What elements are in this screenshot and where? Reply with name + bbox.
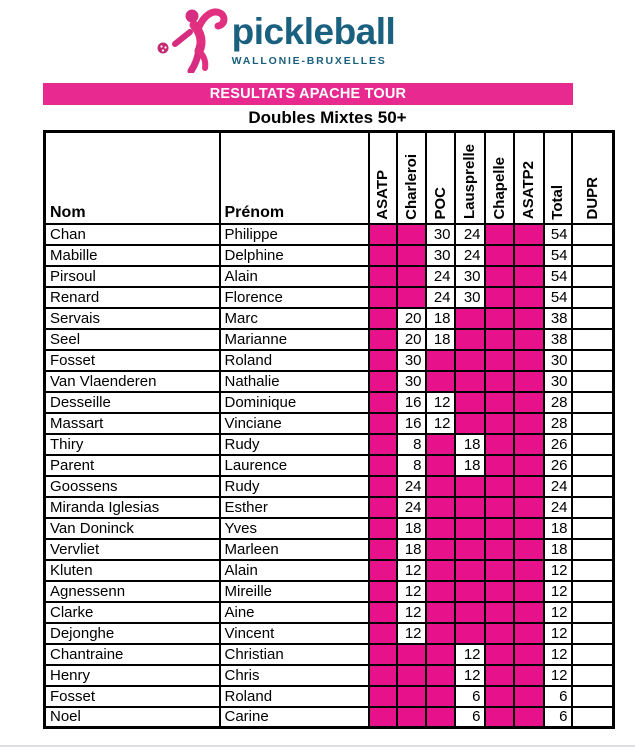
- cell-score-empty: [514, 392, 544, 413]
- column-header-asatp2: ASATP2: [514, 132, 544, 224]
- cell-dupr: [572, 287, 614, 308]
- cell-score: 12: [455, 644, 485, 665]
- cell-prenom: Rudy: [220, 434, 369, 455]
- cell-score: 12: [397, 623, 426, 644]
- cell-score-empty: [455, 476, 485, 497]
- cell-score: 18: [397, 539, 426, 560]
- cell-prenom: Nathalie: [220, 371, 369, 392]
- cell-score: 12: [426, 413, 455, 434]
- cell-total: 38: [544, 308, 572, 329]
- cell-score-empty: [369, 497, 397, 518]
- cell-score-empty: [514, 266, 544, 287]
- table-row: [45, 497, 614, 518]
- cell-nom: Van Doninck: [45, 518, 220, 539]
- cell-score-empty: [485, 245, 514, 266]
- cell-nom: Noel: [45, 707, 220, 728]
- table-row: [45, 686, 614, 707]
- cell-score-empty: [514, 560, 544, 581]
- cell-score-empty: [514, 308, 544, 329]
- table-row: [45, 308, 614, 329]
- cell-score-empty: [369, 413, 397, 434]
- cell-score-empty: [485, 287, 514, 308]
- cell-score-empty: [369, 329, 397, 350]
- cell-dupr: [572, 413, 614, 434]
- cell-score-empty: [485, 308, 514, 329]
- cell-score-empty: [485, 371, 514, 392]
- cell-score-empty: [426, 644, 455, 665]
- cell-nom: Parent: [45, 455, 220, 476]
- cell-dupr: [572, 245, 614, 266]
- cell-prenom: Christian: [220, 644, 369, 665]
- table-row: [45, 329, 614, 350]
- cell-score-empty: [514, 455, 544, 476]
- cell-total: 24: [544, 476, 572, 497]
- cell-total: 18: [544, 518, 572, 539]
- cell-dupr: [572, 581, 614, 602]
- cell-prenom: Marianne: [220, 329, 369, 350]
- cell-dupr: [572, 644, 614, 665]
- cell-score-empty: [369, 245, 397, 266]
- cell-score-empty: [397, 245, 426, 266]
- cell-score-empty: [514, 371, 544, 392]
- cell-score-empty: [426, 623, 455, 644]
- cell-total: 6: [544, 707, 572, 728]
- logo: [0, 0, 545, 73]
- cell-total: 54: [544, 287, 572, 308]
- cell-prenom: Rudy: [220, 476, 369, 497]
- cell-score-empty: [426, 497, 455, 518]
- cell-prenom: Laurence: [220, 455, 369, 476]
- cell-score-empty: [369, 560, 397, 581]
- cell-dupr: [572, 308, 614, 329]
- cell-score-empty: [514, 686, 544, 707]
- column-header-total: Total: [544, 132, 572, 224]
- cell-dupr: [572, 518, 614, 539]
- cell-total: 12: [544, 665, 572, 686]
- cell-score-empty: [485, 539, 514, 560]
- cell-nom: Mabille: [45, 245, 220, 266]
- cell-score: 6: [455, 707, 485, 728]
- cell-dupr: [572, 350, 614, 371]
- cell-score-empty: [397, 665, 426, 686]
- cell-score-empty: [514, 287, 544, 308]
- cell-score-empty: [514, 518, 544, 539]
- cell-nom: Renard: [45, 287, 220, 308]
- cell-score-empty: [369, 686, 397, 707]
- table-row: [45, 413, 614, 434]
- cell-score-empty: [369, 644, 397, 665]
- cell-score-empty: [426, 518, 455, 539]
- cell-score: 30: [455, 287, 485, 308]
- cell-score-empty: [369, 581, 397, 602]
- cell-score-empty: [397, 686, 426, 707]
- cell-score: 18: [455, 455, 485, 476]
- table-row: [45, 287, 614, 308]
- cell-total: 28: [544, 413, 572, 434]
- cell-prenom: Delphine: [220, 245, 369, 266]
- cell-total: 54: [544, 266, 572, 287]
- cell-prenom: Roland: [220, 686, 369, 707]
- cell-score-empty: [455, 497, 485, 518]
- cell-score: 24: [426, 266, 455, 287]
- cell-score-empty: [369, 392, 397, 413]
- cell-score-empty: [397, 266, 426, 287]
- table-row: [45, 560, 614, 581]
- cell-score: 6: [455, 686, 485, 707]
- cell-score-empty: [485, 707, 514, 728]
- cell-prenom: Esther: [220, 497, 369, 518]
- cell-dupr: [572, 539, 614, 560]
- cell-score: 16: [397, 413, 426, 434]
- cell-prenom: Carine: [220, 707, 369, 728]
- cell-score-empty: [455, 518, 485, 539]
- table-row: [45, 434, 614, 455]
- cell-score-empty: [485, 392, 514, 413]
- cell-total: 28: [544, 392, 572, 413]
- page-title: Doubles Mixtes 50+: [248, 108, 407, 127]
- cell-score-empty: [485, 350, 514, 371]
- table-row: [45, 476, 614, 497]
- table-row: [45, 371, 614, 392]
- cell-prenom: Chris: [220, 665, 369, 686]
- cell-prenom: Aine: [220, 602, 369, 623]
- cell-score-empty: [397, 224, 426, 245]
- table-row: [45, 602, 614, 623]
- cell-score: 12: [397, 602, 426, 623]
- cell-score-empty: [369, 287, 397, 308]
- cell-total: 26: [544, 455, 572, 476]
- cell-score: 12: [426, 392, 455, 413]
- cell-dupr: [572, 224, 614, 245]
- cell-score-empty: [426, 602, 455, 623]
- results-table: [43, 130, 615, 729]
- cell-score-empty: [485, 455, 514, 476]
- cell-total: 12: [544, 560, 572, 581]
- cell-dupr: [572, 329, 614, 350]
- cell-score-empty: [426, 581, 455, 602]
- cell-nom: Chantraine: [45, 644, 220, 665]
- cell-nom: Massart: [45, 413, 220, 434]
- cell-score: 30: [455, 266, 485, 287]
- cell-score: 8: [397, 455, 426, 476]
- cell-total: 38: [544, 329, 572, 350]
- cell-score-empty: [514, 539, 544, 560]
- cell-score-empty: [514, 476, 544, 497]
- cell-score-empty: [369, 602, 397, 623]
- cell-nom: Henry: [45, 665, 220, 686]
- cell-total: 18: [544, 539, 572, 560]
- cell-dupr: [572, 686, 614, 707]
- cell-score: 24: [455, 245, 485, 266]
- cell-score: 30: [426, 224, 455, 245]
- cell-score-empty: [514, 434, 544, 455]
- cell-score-empty: [369, 539, 397, 560]
- cell-score-empty: [485, 413, 514, 434]
- cell-nom: Clarke: [45, 602, 220, 623]
- cell-score-empty: [485, 224, 514, 245]
- cell-dupr: [572, 476, 614, 497]
- cell-score-empty: [514, 224, 544, 245]
- cell-prenom: Philippe: [220, 224, 369, 245]
- cell-nom: Vervliet: [45, 539, 220, 560]
- cell-dupr: [572, 602, 614, 623]
- cell-score-empty: [369, 350, 397, 371]
- cell-score-empty: [369, 308, 397, 329]
- cell-score-empty: [369, 224, 397, 245]
- cell-total: 12: [544, 581, 572, 602]
- cell-score: 20: [397, 329, 426, 350]
- cell-nom: Thiry: [45, 434, 220, 455]
- cell-nom: Fosset: [45, 686, 220, 707]
- cell-score-empty: [426, 707, 455, 728]
- cell-score-empty: [485, 497, 514, 518]
- cell-score: 24: [426, 287, 455, 308]
- cell-nom: Agnessenn: [45, 581, 220, 602]
- cell-score-empty: [455, 308, 485, 329]
- cell-score: 18: [455, 434, 485, 455]
- cell-score-empty: [514, 413, 544, 434]
- cell-score-empty: [426, 539, 455, 560]
- cell-score-empty: [369, 434, 397, 455]
- cell-dupr: [572, 455, 614, 476]
- cell-nom: Servais: [45, 308, 220, 329]
- cell-score: 12: [455, 665, 485, 686]
- cell-dupr: [572, 266, 614, 287]
- cell-prenom: Mireille: [220, 581, 369, 602]
- table-row: [45, 539, 614, 560]
- cell-score-empty: [485, 476, 514, 497]
- cell-score-empty: [485, 644, 514, 665]
- cell-score: 18: [426, 308, 455, 329]
- cell-score-empty: [485, 623, 514, 644]
- cell-dupr: [572, 560, 614, 581]
- table-row: [45, 350, 614, 371]
- column-header-dupr: DUPR: [572, 132, 614, 224]
- cell-score: 20: [397, 308, 426, 329]
- table-row: [45, 665, 614, 686]
- cell-score-empty: [485, 581, 514, 602]
- table-row: [45, 518, 614, 539]
- column-header-poc: POC: [426, 132, 455, 224]
- cell-score-empty: [485, 266, 514, 287]
- column-header-nom: Nom: [45, 132, 220, 224]
- cell-score: 12: [397, 581, 426, 602]
- cell-score-empty: [485, 665, 514, 686]
- cell-score-empty: [369, 707, 397, 728]
- cell-score-empty: [455, 560, 485, 581]
- cell-nom: Pirsoul: [45, 266, 220, 287]
- cell-score-empty: [455, 392, 485, 413]
- cell-score-empty: [455, 413, 485, 434]
- table-row: [45, 623, 614, 644]
- cell-total: 12: [544, 623, 572, 644]
- cell-score-empty: [455, 350, 485, 371]
- cell-total: 6: [544, 686, 572, 707]
- table-row: [45, 581, 614, 602]
- cell-score-empty: [397, 287, 426, 308]
- cell-dupr: [572, 434, 614, 455]
- cell-prenom: Marleen: [220, 539, 369, 560]
- cell-nom: Seel: [45, 329, 220, 350]
- cell-score: 30: [426, 245, 455, 266]
- cell-score-empty: [369, 623, 397, 644]
- cell-score-empty: [485, 518, 514, 539]
- cell-score-empty: [514, 707, 544, 728]
- cell-nom: Dejonghe: [45, 623, 220, 644]
- cell-score-empty: [514, 581, 544, 602]
- cell-prenom: Roland: [220, 350, 369, 371]
- cell-score-empty: [426, 455, 455, 476]
- cell-score-empty: [369, 518, 397, 539]
- cell-prenom: Marc: [220, 308, 369, 329]
- cell-total: 24: [544, 497, 572, 518]
- cell-nom: Chan: [45, 224, 220, 245]
- table-row: [45, 245, 614, 266]
- cell-score-empty: [455, 329, 485, 350]
- cell-score: 16: [397, 392, 426, 413]
- cell-score-empty: [426, 665, 455, 686]
- cell-score-empty: [426, 686, 455, 707]
- cell-score-empty: [514, 623, 544, 644]
- cell-nom: Miranda Iglesias: [45, 497, 220, 518]
- cell-score-empty: [426, 350, 455, 371]
- table-row: [45, 224, 614, 245]
- cell-score-empty: [485, 602, 514, 623]
- cell-score-empty: [485, 560, 514, 581]
- cell-dupr: [572, 707, 614, 728]
- header-row: [45, 132, 614, 224]
- cell-score: 18: [397, 518, 426, 539]
- column-header-charleroi: Charleroi: [397, 132, 426, 224]
- cell-score-empty: [514, 644, 544, 665]
- cell-score: 24: [397, 497, 426, 518]
- column-header-chapelle: Chapelle: [485, 132, 514, 224]
- cell-dupr: [572, 623, 614, 644]
- cell-score-empty: [369, 665, 397, 686]
- pickleball-player-icon: [150, 5, 232, 73]
- table-row: [45, 644, 614, 665]
- cell-score-empty: [514, 665, 544, 686]
- cell-total: 12: [544, 644, 572, 665]
- cell-score-empty: [455, 539, 485, 560]
- cell-score-empty: [514, 350, 544, 371]
- cell-prenom: Yves: [220, 518, 369, 539]
- cell-prenom: Dominique: [220, 392, 369, 413]
- cell-score-empty: [485, 434, 514, 455]
- cell-dupr: [572, 497, 614, 518]
- cell-score-empty: [455, 371, 485, 392]
- cell-score-empty: [455, 581, 485, 602]
- cell-score-empty: [514, 602, 544, 623]
- results-banner: RESULTATS APACHE TOUR: [43, 83, 573, 105]
- cell-dupr: [572, 665, 614, 686]
- cell-prenom: Alain: [220, 560, 369, 581]
- cell-prenom: Florence: [220, 287, 369, 308]
- cell-score: 24: [455, 224, 485, 245]
- cell-score: 24: [397, 476, 426, 497]
- cell-total: 54: [544, 224, 572, 245]
- cell-score-empty: [369, 266, 397, 287]
- cell-score: 18: [426, 329, 455, 350]
- cell-score-empty: [426, 434, 455, 455]
- column-header-lausprelle: Lausprelle: [455, 132, 485, 224]
- cell-total: 12: [544, 602, 572, 623]
- cell-score-empty: [426, 560, 455, 581]
- page-bottom-divider: [0, 745, 635, 747]
- column-header-asatp: ASATP: [369, 132, 397, 224]
- column-header-prenom: Prénom: [220, 132, 369, 224]
- cell-nom: Van Vlaenderen: [45, 371, 220, 392]
- cell-total: 26: [544, 434, 572, 455]
- cell-prenom: Vincent: [220, 623, 369, 644]
- cell-score-empty: [369, 371, 397, 392]
- cell-prenom: Vinciane: [220, 413, 369, 434]
- cell-total: 30: [544, 371, 572, 392]
- cell-score: 8: [397, 434, 426, 455]
- cell-score-empty: [397, 707, 426, 728]
- cell-score-empty: [369, 455, 397, 476]
- cell-nom: Desseille: [45, 392, 220, 413]
- table-row: [45, 392, 614, 413]
- table-row: [45, 455, 614, 476]
- logo-subtitle: WALLONIE-BRUXELLES: [231, 54, 387, 67]
- table-row: [45, 266, 614, 287]
- cell-score-empty: [426, 371, 455, 392]
- cell-prenom: Alain: [220, 266, 369, 287]
- cell-score: 12: [397, 560, 426, 581]
- cell-score-empty: [485, 686, 514, 707]
- cell-dupr: [572, 371, 614, 392]
- cell-score: 30: [397, 371, 426, 392]
- cell-score-empty: [455, 602, 485, 623]
- cell-nom: Fosset: [45, 350, 220, 371]
- cell-total: 54: [544, 245, 572, 266]
- cell-score-empty: [514, 329, 544, 350]
- cell-nom: Kluten: [45, 560, 220, 581]
- cell-score-empty: [426, 476, 455, 497]
- cell-total: 30: [544, 350, 572, 371]
- table-row: [45, 707, 614, 728]
- cell-score-empty: [455, 623, 485, 644]
- cell-score-empty: [485, 329, 514, 350]
- cell-score: 30: [397, 350, 426, 371]
- logo-title: pickleball: [231, 11, 396, 52]
- cell-score-empty: [397, 644, 426, 665]
- cell-score-empty: [514, 245, 544, 266]
- cell-dupr: [572, 392, 614, 413]
- cell-nom: Goossens: [45, 476, 220, 497]
- cell-score-empty: [369, 476, 397, 497]
- cell-score-empty: [514, 497, 544, 518]
